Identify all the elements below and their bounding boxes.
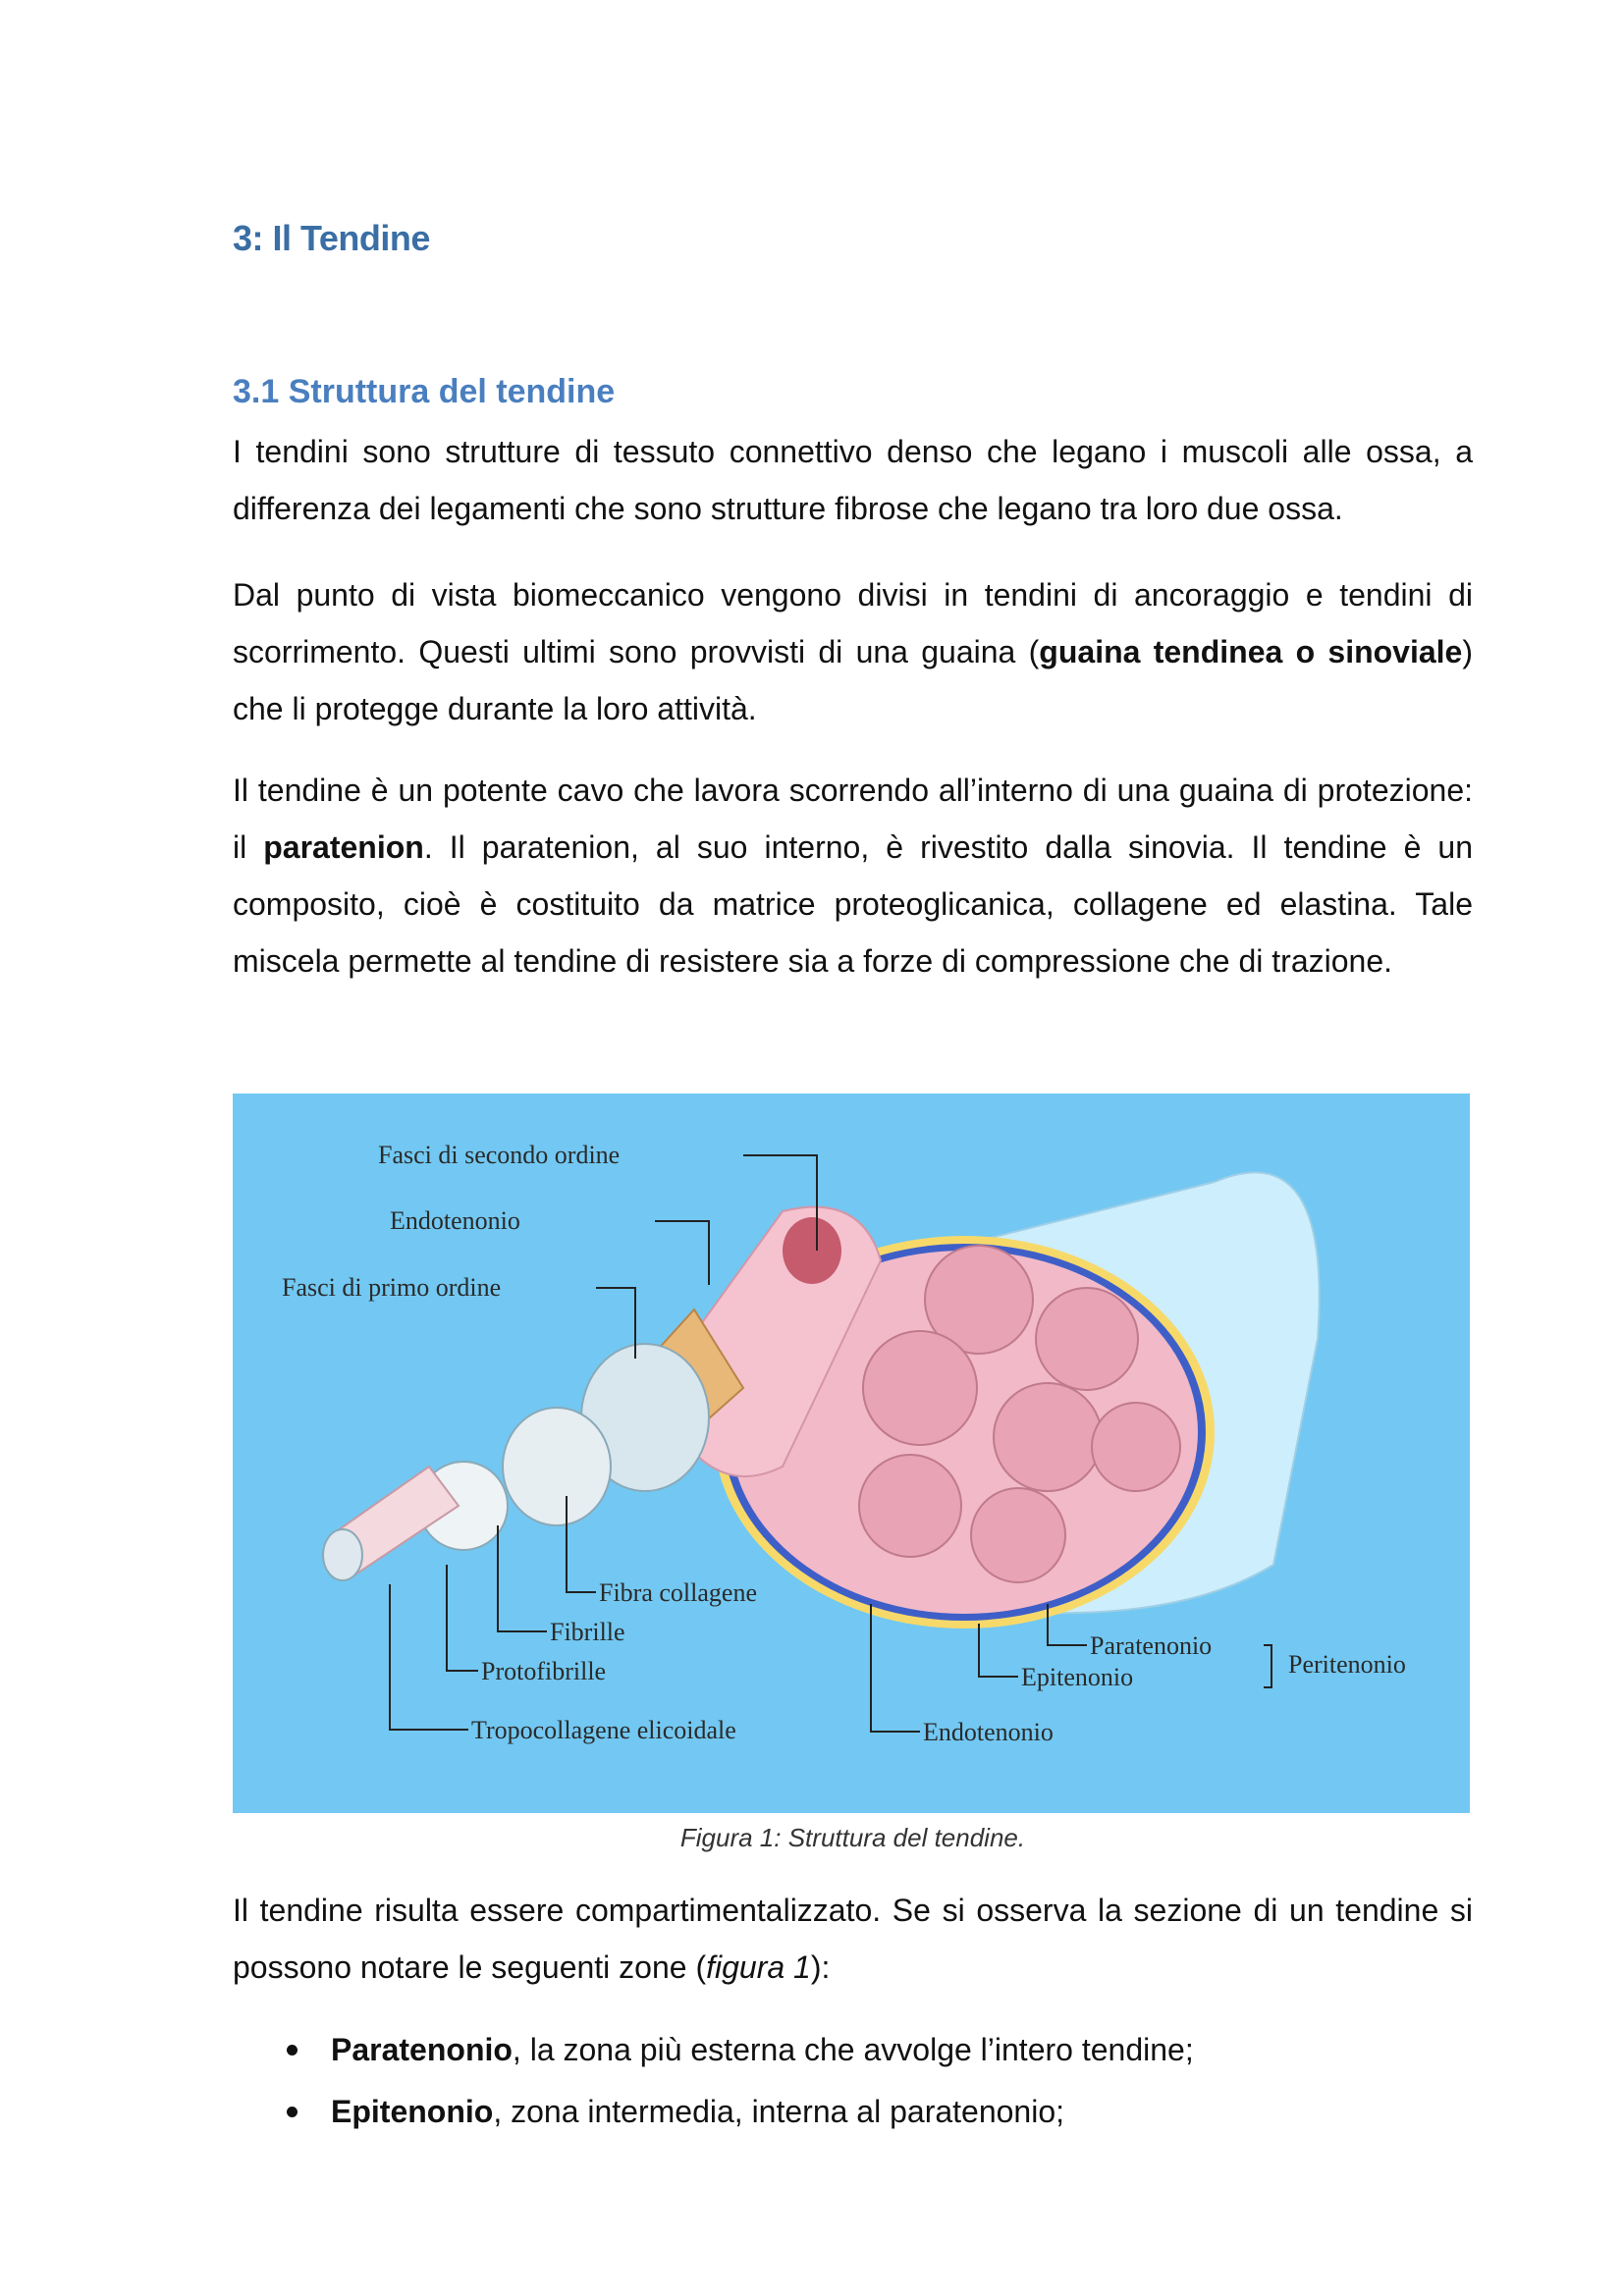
bundle bbox=[1092, 1403, 1180, 1491]
bundle bbox=[1036, 1288, 1138, 1390]
bold-term: guaina tendinea o sinoviale bbox=[1039, 634, 1463, 669]
paragraph-tendon-definition: I tendini sono strutture di tessuto connettivo denso che legano i muscoli alle ossa, a differenza dei legamenti che sono strutture fibrose che legano tra loro due ossa. bbox=[233, 434, 1473, 526]
paragraph-tendon-composition bbox=[233, 762, 1473, 989]
label-paratenonio: Paratenonio bbox=[1090, 1631, 1213, 1660]
label-fasci-secondo: Fasci di secondo ordine bbox=[378, 1141, 621, 1169]
paragraph-tendon-types bbox=[233, 566, 1473, 737]
fibril-bundle bbox=[503, 1408, 611, 1525]
bundle bbox=[863, 1331, 977, 1445]
secondary-bundle-end bbox=[783, 1217, 841, 1284]
label-peritenonio: Peritenonio bbox=[1288, 1650, 1406, 1679]
chapter-heading: 3: Il Tendine bbox=[233, 218, 430, 258]
bullet-icon bbox=[287, 2107, 298, 2117]
label-fasci-primo: Fasci di primo ordine bbox=[282, 1273, 502, 1302]
zone-list bbox=[233, 2019, 1194, 2143]
bullet-icon bbox=[287, 2045, 298, 2056]
list-item bbox=[233, 2081, 1194, 2143]
zone-description: , zona intermedia, interna al paratenonio; bbox=[493, 2094, 1065, 2129]
text-run: Il tendine è un potente cavo che lavora scorrendo all’interno di una guaina di protezione: il bbox=[233, 773, 1473, 865]
label-protofibrille: Protofibrille bbox=[481, 1657, 607, 1685]
paragraph-compartments bbox=[233, 1882, 1473, 1996]
text-run: . Il paratenion, al suo interno, è rivestito dalla sinovia. Il tendine è un composito, cioè è costituito da matrice proteoglicanica, collagene ed elastina. Tale miscela permette al tendine di resistere sia a forze di compressione che di trazione. bbox=[233, 829, 1474, 979]
zone-description: , la zona più esterna che avvolge l’intero tendine; bbox=[512, 2032, 1194, 2067]
bundle bbox=[971, 1488, 1065, 1582]
figure-caption: Figura 1: Struttura del tendine. bbox=[679, 1823, 1026, 1852]
label-fibrille: Fibrille bbox=[550, 1618, 625, 1646]
text-run: Il tendine risulta essere compartimentalizzato. Se si osserva la sezione di un tendine si possono notare le seguenti zone ( bbox=[233, 1893, 1473, 1985]
label-endotenonio-bottom: Endotenonio bbox=[923, 1718, 1054, 1746]
bold-term: paratenion bbox=[263, 829, 424, 865]
list-item bbox=[233, 2019, 1194, 2081]
tendon-structure-figure bbox=[233, 1094, 1470, 1813]
label-tropocollagene: Tropocollagene elicoidale bbox=[471, 1716, 736, 1744]
label-epitenonio: Epitenonio bbox=[1021, 1663, 1134, 1691]
figure-reference: figura 1 bbox=[706, 1949, 811, 1985]
strand-end bbox=[323, 1529, 362, 1580]
label-fibra-collagene: Fibra collagene bbox=[599, 1578, 757, 1607]
bundle bbox=[859, 1455, 961, 1557]
zone-term: Epitenonio bbox=[331, 2094, 494, 2129]
zone-term: Paratenonio bbox=[331, 2032, 513, 2067]
text-run: ) che li protegge durante la loro attività. bbox=[233, 634, 1474, 726]
text-run: ): bbox=[810, 1949, 831, 1985]
tendon-illustration bbox=[233, 1094, 1470, 1813]
label-endotenonio-top: Endotenonio bbox=[390, 1206, 520, 1235]
bundle bbox=[994, 1383, 1102, 1491]
text-run: Dal punto di vista biomeccanico vengono divisi in tendini di ancoraggio e tendini di scorrimento. Questi ultimi sono provvisti di una guaina ( bbox=[233, 577, 1473, 669]
section-heading: 3.1 Struttura del tendine bbox=[233, 373, 616, 410]
